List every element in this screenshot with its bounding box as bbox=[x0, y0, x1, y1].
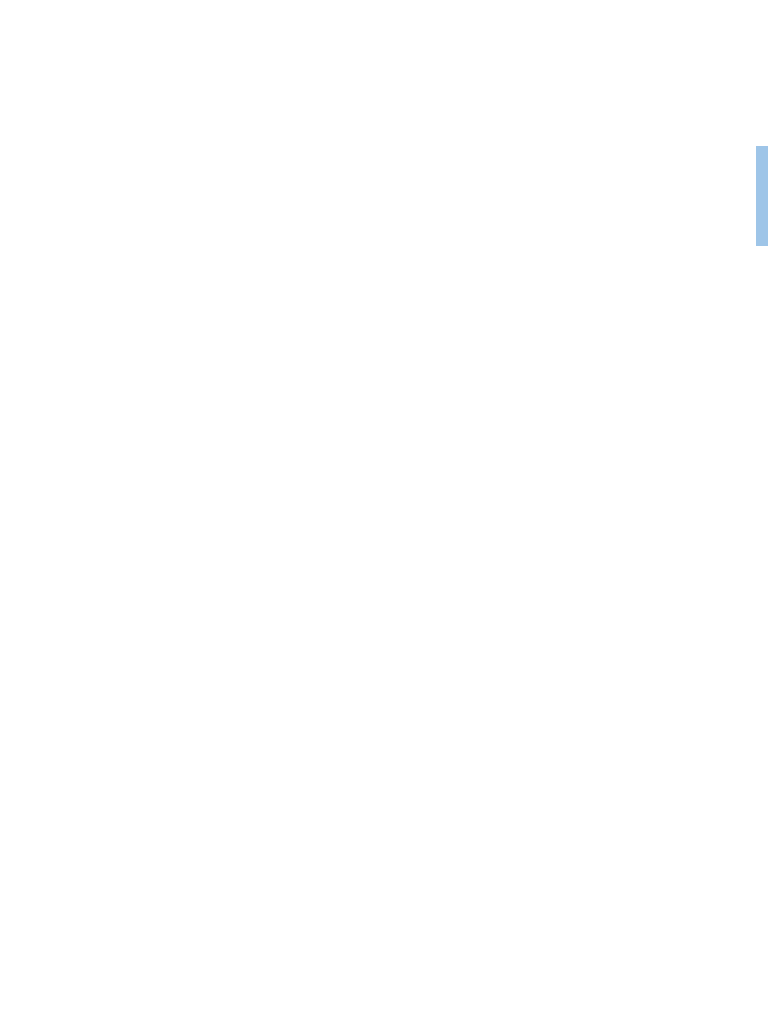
header-blue-band bbox=[756, 146, 768, 246]
